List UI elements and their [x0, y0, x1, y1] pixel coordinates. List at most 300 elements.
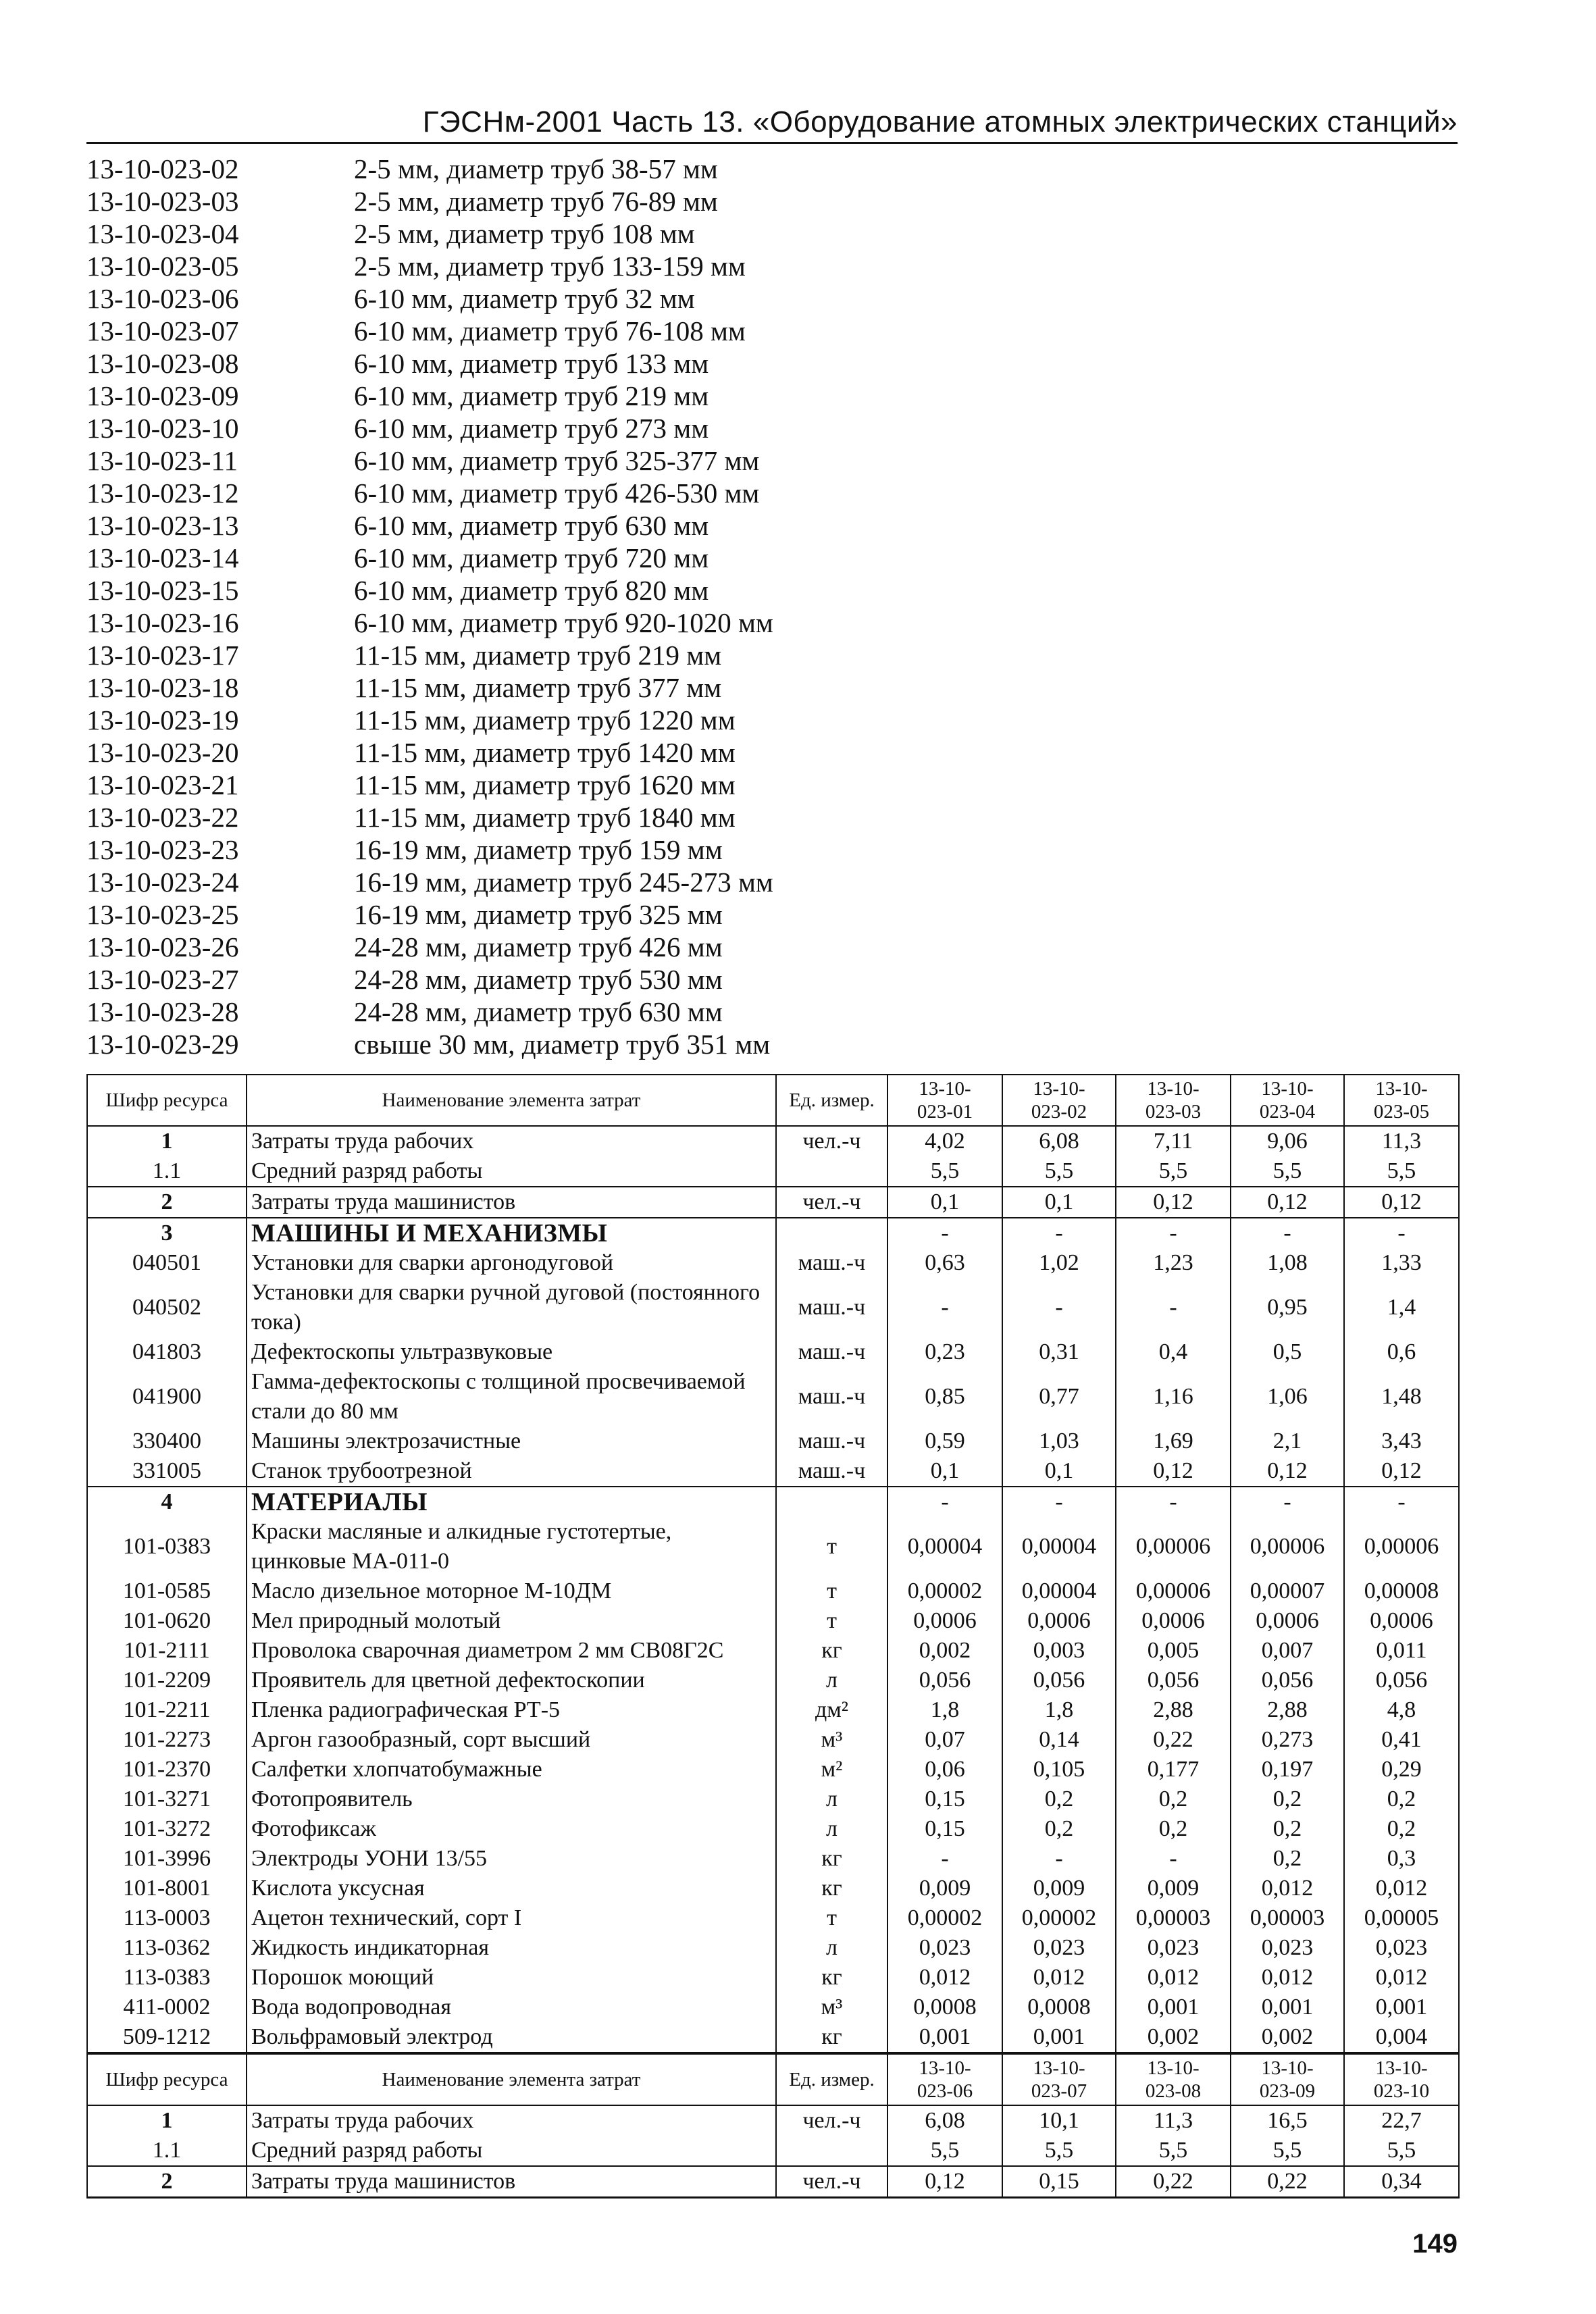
resource-code: 101-3996 — [87, 1844, 247, 1874]
col-header-name: Наименование элемента затрат — [247, 2054, 776, 2105]
resource-value: 0,00004 — [1002, 1576, 1116, 1606]
resource-value: 0,00002 — [887, 1576, 1002, 1606]
resource-value: 9,06 — [1231, 1126, 1344, 1156]
rate-code: 13-10-023-07 — [86, 315, 239, 346]
resource-value: 0,0006 — [1002, 1606, 1116, 1636]
rate-description: свыше 30 мм, диаметр труб 351 мм — [354, 1029, 771, 1060]
resource-table-1 — [86, 1074, 1460, 2054]
resource-unit — [776, 2136, 887, 2166]
resource-value: 2,88 — [1116, 1695, 1231, 1725]
resource-value: 0,0006 — [887, 1606, 1002, 1636]
code-list-item — [86, 898, 964, 931]
resource-value: 0,06 — [887, 1755, 1002, 1784]
col-header-rate-line: 13-10- — [919, 2057, 971, 2079]
resource-value: 0,2 — [1344, 1784, 1459, 1814]
resource-value: 0,12 — [1344, 1187, 1459, 1218]
resource-value: - — [1002, 1278, 1116, 1337]
resource-value: 0,34 — [1344, 2166, 1459, 2198]
resource-value: 0,056 — [1002, 1666, 1116, 1695]
code-list-item — [86, 315, 964, 347]
rate-description: 6-10 мм, диаметр труб 920-1020 мм — [354, 607, 773, 638]
col-header-unit: Ед. измер. — [776, 1075, 887, 1126]
col-header-code: Шифр ресурса — [87, 1075, 247, 1126]
rate-description: 6-10 мм, диаметр труб 273 мм — [354, 413, 709, 444]
resource-unit: кг — [776, 1874, 887, 1903]
rate-code: 13-10-023-13 — [86, 510, 239, 541]
resource-value: 0,273 — [1231, 1725, 1344, 1755]
rate-description: 11-15 мм, диаметр труб 1420 мм — [354, 737, 736, 768]
resource-value: 0,22 — [1116, 2166, 1231, 2198]
page-header — [86, 96, 1458, 144]
resource-value: 6,08 — [887, 2105, 1002, 2136]
resource-value: 0,056 — [1344, 1666, 1459, 1695]
resource-unit: чел.-ч — [776, 1126, 887, 1156]
table-row — [87, 2136, 1459, 2166]
rate-code: 13-10-023-29 — [86, 1029, 239, 1060]
code-list-item — [86, 412, 964, 444]
col-header-rate-line: 13-10- — [1147, 1078, 1200, 1100]
code-list-item — [86, 509, 964, 542]
resource-value: 5,5 — [1344, 2136, 1459, 2166]
code-list-item — [86, 153, 964, 185]
resource-value: 0,004 — [1344, 2022, 1459, 2053]
resource-value: 11,3 — [1116, 2105, 1231, 2136]
resource-code: 1.1 — [87, 1156, 247, 1187]
col-header-rate-line: 13-10- — [1375, 1078, 1428, 1100]
resource-value: 0,002 — [1231, 2022, 1344, 2053]
code-list-item — [86, 380, 964, 412]
rate-code: 13-10-023-08 — [86, 348, 239, 379]
resource-value: 3,43 — [1344, 1426, 1459, 1456]
resource-code: 1.1 — [87, 2136, 247, 2166]
rate-code: 13-10-023-14 — [86, 542, 239, 573]
resource-value: 0,12 — [1116, 1187, 1231, 1218]
col-header-rate — [1002, 1075, 1116, 1126]
resource-name: Аргон газообразный, сорт высший — [247, 1725, 776, 1755]
rate-description: 6-10 мм, диаметр труб 720 мм — [354, 542, 709, 573]
resource-code: 101-2370 — [87, 1755, 247, 1784]
table-row — [87, 1784, 1459, 1814]
resource-name: Жидкость индикаторная — [247, 1933, 776, 1963]
rate-description: 6-10 мм, диаметр труб 630 мм — [354, 510, 709, 541]
table-row — [87, 1487, 1459, 1517]
resource-value: 0,77 — [1002, 1367, 1116, 1426]
table-row — [87, 2022, 1459, 2053]
code-list-item — [86, 769, 964, 801]
code-list-item — [86, 217, 964, 250]
resource-value: - — [1002, 1487, 1116, 1517]
table-row — [87, 1606, 1459, 1636]
resource-code: 101-8001 — [87, 1874, 247, 1903]
rate-description: 2-5 мм, диаметр труб 133-159 мм — [354, 251, 746, 282]
resource-code: 113-0003 — [87, 1903, 247, 1933]
col-header-rate-line: 023-02 — [1031, 1101, 1087, 1123]
resource-name: Затраты труда машинистов — [247, 2166, 776, 2198]
resource-value: 0,012 — [1002, 1963, 1116, 1992]
resource-value: 0,15 — [1002, 2166, 1116, 2198]
col-header-rate — [1344, 2054, 1459, 2105]
resource-value: 5,5 — [1002, 2136, 1116, 2166]
col-header-unit: Ед. измер. — [776, 2054, 887, 2105]
resource-value: 0,005 — [1116, 1636, 1231, 1666]
resource-value: 0,2 — [1116, 1784, 1231, 1814]
rate-code: 13-10-023-15 — [86, 575, 239, 606]
resource-value: 0,001 — [1231, 1992, 1344, 2022]
resource-value: - — [1116, 1278, 1231, 1337]
resource-code: 1 — [87, 2105, 247, 2136]
resource-value: 0,012 — [1231, 1874, 1344, 1903]
resource-code: 101-2209 — [87, 1666, 247, 1695]
rate-code: 13-10-023-22 — [86, 802, 239, 833]
code-list-item — [86, 282, 964, 315]
resource-name: Затраты труда машинистов — [247, 1187, 776, 1218]
resource-value: 0,1 — [887, 1187, 1002, 1218]
table-row — [87, 1187, 1459, 1218]
resource-code: 411-0002 — [87, 1992, 247, 2022]
rate-code: 13-10-023-17 — [86, 640, 239, 671]
resource-value: 0,12 — [1116, 1456, 1231, 1487]
code-list-item — [86, 736, 964, 769]
resource-value: 0,15 — [887, 1814, 1002, 1844]
resource-value: 0,12 — [1344, 1456, 1459, 1487]
code-list-item — [86, 185, 964, 217]
resource-value: - — [887, 1487, 1002, 1517]
resource-value: 1,06 — [1231, 1367, 1344, 1426]
resource-value: 1,48 — [1344, 1367, 1459, 1426]
resource-code: 101-0620 — [87, 1606, 247, 1636]
resource-unit: чел.-ч — [776, 2105, 887, 2136]
resource-value: 1,08 — [1231, 1248, 1344, 1278]
col-header-rate — [1116, 2054, 1231, 2105]
resource-unit: чел.-ч — [776, 1187, 887, 1218]
table-row — [87, 1426, 1459, 1456]
resource-code: 101-2111 — [87, 1636, 247, 1666]
code-list-item — [86, 250, 964, 282]
rate-description: 2-5 мм, диаметр труб 76-89 мм — [354, 186, 718, 217]
col-header-rate — [887, 2054, 1002, 2105]
resource-value: 4,02 — [887, 1126, 1002, 1156]
table-header-row — [87, 1075, 1459, 1126]
resource-code: 101-0585 — [87, 1576, 247, 1606]
rate-code: 13-10-023-10 — [86, 413, 239, 444]
resource-value: 0,012 — [1344, 1963, 1459, 1992]
rate-code: 13-10-023-12 — [86, 478, 239, 509]
rate-code: 13-10-023-06 — [86, 283, 239, 314]
resource-value: - — [1344, 1487, 1459, 1517]
table-row — [87, 1933, 1459, 1963]
table-row — [87, 1992, 1459, 2022]
resource-value: 5,5 — [1002, 1156, 1116, 1187]
resource-unit — [776, 1156, 887, 1187]
resource-value: - — [1231, 1487, 1344, 1517]
rate-code: 13-10-023-21 — [86, 769, 239, 800]
resource-unit: л — [776, 1933, 887, 1963]
resource-name: Электроды УОНИ 13/55 — [247, 1844, 776, 1874]
resource-value: 5,5 — [1231, 1156, 1344, 1187]
resource-value: 0,105 — [1002, 1755, 1116, 1784]
resource-unit — [776, 1218, 887, 1248]
resource-value: 0,31 — [1002, 1337, 1116, 1367]
col-header-rate — [1231, 2054, 1344, 2105]
col-header-rate — [1002, 2054, 1116, 2105]
resource-unit: т — [776, 1903, 887, 1933]
resource-value: 0,15 — [887, 1784, 1002, 1814]
col-header-rate-line: 023-07 — [1031, 2080, 1087, 2102]
resource-value: 1,4 — [1344, 1278, 1459, 1337]
resource-value: - — [1344, 1218, 1459, 1248]
resource-value: 0,00005 — [1344, 1903, 1459, 1933]
rate-description: 24-28 мм, диаметр труб 530 мм — [354, 964, 723, 995]
resource-unit: т — [776, 1606, 887, 1636]
resource-name: Краски масляные и алкидные густотертые, цинковые МА-011-0 — [247, 1517, 776, 1576]
resource-value: 0,63 — [887, 1248, 1002, 1278]
rate-description: 6-10 мм, диаметр труб 76-108 мм — [354, 315, 746, 346]
resource-value: 0,1 — [1002, 1187, 1116, 1218]
resource-value: 0,3 — [1344, 1844, 1459, 1874]
resource-value: 0,6 — [1344, 1337, 1459, 1367]
resource-value: 0,011 — [1344, 1636, 1459, 1666]
resource-unit: дм² — [776, 1695, 887, 1725]
resource-code: 101-0383 — [87, 1517, 247, 1576]
col-header-rate-line: 023-10 — [1373, 2080, 1430, 2102]
code-list-item — [86, 833, 964, 866]
resource-value: 0,0006 — [1116, 1606, 1231, 1636]
resource-value: - — [1002, 1218, 1116, 1248]
col-header-rate-line: 13-10- — [1261, 2057, 1314, 2079]
resource-value: - — [1231, 1218, 1344, 1248]
resource-unit: кг — [776, 1963, 887, 1992]
rate-description: 6-10 мм, диаметр труб 32 мм — [354, 283, 695, 314]
resource-value: 0,22 — [1231, 2166, 1344, 2198]
resource-name: МАТЕРИАЛЫ — [247, 1487, 776, 1517]
col-header-rate-line: 13-10- — [1147, 2057, 1200, 2079]
resource-unit: маш.-ч — [776, 1278, 887, 1337]
table-row — [87, 1695, 1459, 1725]
resource-value: - — [887, 1844, 1002, 1874]
resource-value: 5,5 — [1231, 2136, 1344, 2166]
resource-value: - — [1116, 1844, 1231, 1874]
col-header-rate — [1231, 1075, 1344, 1126]
resource-value: 1,8 — [887, 1695, 1002, 1725]
resource-value: 0,001 — [887, 2022, 1002, 2053]
rate-description: 2-5 мм, диаметр труб 108 мм — [354, 218, 695, 249]
rate-code: 13-10-023-05 — [86, 251, 239, 282]
rate-code: 13-10-023-16 — [86, 607, 239, 638]
resource-value: 0,002 — [1116, 2022, 1231, 2053]
resource-name: Фотопроявитель — [247, 1784, 776, 1814]
resource-name: Установки для сварки аргонодуговой — [247, 1248, 776, 1278]
resource-name: Проволока сварочная диаметром 2 мм СВ08Г2С — [247, 1636, 776, 1666]
resource-name: Затраты труда рабочих — [247, 1126, 776, 1156]
rate-description: 24-28 мм, диаметр труб 426 мм — [354, 931, 723, 962]
rate-description: 2-5 мм, диаметр труб 38-57 мм — [354, 153, 718, 184]
resource-value: 5,5 — [1116, 1156, 1231, 1187]
table-row — [87, 1278, 1459, 1337]
resource-value: 2,88 — [1231, 1695, 1344, 1725]
resource-value: 0,1 — [887, 1456, 1002, 1487]
table-row — [87, 1725, 1459, 1755]
code-list-item — [86, 607, 964, 639]
resource-value: 0,00006 — [1344, 1517, 1459, 1576]
col-header-rate — [887, 1075, 1002, 1126]
resource-value: 10,1 — [1002, 2105, 1116, 2136]
resource-value: - — [1116, 1218, 1231, 1248]
table-row — [87, 1755, 1459, 1784]
rate-code: 13-10-023-25 — [86, 899, 239, 930]
resource-value: - — [887, 1218, 1002, 1248]
resource-value: 0,00006 — [1116, 1517, 1231, 1576]
rate-description: 24-28 мм, диаметр труб 630 мм — [354, 996, 723, 1027]
resource-value: 0,1 — [1002, 1456, 1116, 1487]
resource-value: 0,197 — [1231, 1755, 1344, 1784]
resource-code: 1 — [87, 1126, 247, 1156]
code-list-item — [86, 1028, 964, 1060]
resource-value: 0,023 — [887, 1933, 1002, 1963]
resource-name: Дефектоскопы ультразвуковые — [247, 1337, 776, 1367]
resource-unit: кг — [776, 1636, 887, 1666]
resource-name: Кислота уксусная — [247, 1874, 776, 1903]
resource-code: 101-3272 — [87, 1814, 247, 1844]
table-row — [87, 1814, 1459, 1844]
resource-value: 0,056 — [1231, 1666, 1344, 1695]
table-row — [87, 1456, 1459, 1487]
rate-code: 13-10-023-04 — [86, 218, 239, 249]
table-row — [87, 1337, 1459, 1367]
resource-value: 0,12 — [1231, 1187, 1344, 1218]
col-header-rate-line: 13-10- — [1033, 2057, 1085, 2079]
resource-value: 0,00004 — [887, 1517, 1002, 1576]
resource-name: Средний разряд работы — [247, 1156, 776, 1187]
page-header-title: ГЭСНм-2001 Часть 13. «Оборудование атомных электрических станций» — [422, 105, 1458, 138]
rate-code: 13-10-023-18 — [86, 672, 239, 703]
resource-value: 0,00006 — [1116, 1576, 1231, 1606]
rate-description: 11-15 мм, диаметр труб 219 мм — [354, 640, 722, 671]
code-list-item — [86, 574, 964, 607]
table-row — [87, 1248, 1459, 1278]
resource-unit: кг — [776, 2022, 887, 2053]
resource-code: 101-3271 — [87, 1784, 247, 1814]
table-row — [87, 2105, 1459, 2136]
col-header-rate-line: 023-06 — [917, 2080, 973, 2102]
code-list-item — [86, 639, 964, 671]
resource-value: 0,2 — [1344, 1814, 1459, 1844]
resource-code: 040502 — [87, 1278, 247, 1337]
resource-value: 0,22 — [1116, 1725, 1231, 1755]
resource-value: 22,7 — [1344, 2105, 1459, 2136]
resource-value: 0,2 — [1116, 1814, 1231, 1844]
table-row — [87, 1156, 1459, 1187]
resource-value: 0,5 — [1231, 1337, 1344, 1367]
rate-code: 13-10-023-19 — [86, 704, 239, 736]
resource-name: Салфетки хлопчатобумажные — [247, 1755, 776, 1784]
resource-value: 0,00003 — [1116, 1903, 1231, 1933]
table-row — [87, 1636, 1459, 1666]
resource-name: Затраты труда рабочих — [247, 2105, 776, 2136]
resource-unit: маш.-ч — [776, 1248, 887, 1278]
rate-description: 16-19 мм, диаметр труб 159 мм — [354, 834, 723, 865]
table-row — [87, 1218, 1459, 1248]
rate-description: 11-15 мм, диаметр труб 377 мм — [354, 672, 722, 703]
resource-unit: т — [776, 1576, 887, 1606]
resource-unit: л — [776, 1814, 887, 1844]
resource-value: 0,00002 — [887, 1903, 1002, 1933]
resource-value: 0,41 — [1344, 1725, 1459, 1755]
resource-value: 7,11 — [1116, 1126, 1231, 1156]
resource-value: 1,16 — [1116, 1367, 1231, 1426]
resource-name: Гамма-дефектоскопы с толщиной просвечиваемой стали до 80 мм — [247, 1367, 776, 1426]
resource-value: 1,8 — [1002, 1695, 1116, 1725]
col-header-rate-line: 023-09 — [1259, 2080, 1316, 2102]
resource-unit: л — [776, 1666, 887, 1695]
col-header-rate-line: 13-10- — [1261, 1078, 1314, 1100]
rate-description: 16-19 мм, диаметр труб 325 мм — [354, 899, 723, 930]
resource-value: 0,2 — [1231, 1784, 1344, 1814]
page-number: 149 — [1412, 2229, 1458, 2259]
resource-value: 0,07 — [887, 1725, 1002, 1755]
resource-value: 0,00002 — [1002, 1903, 1116, 1933]
resource-code: 2 — [87, 1187, 247, 1218]
resource-name: Фотофиксаж — [247, 1814, 776, 1844]
rate-code: 13-10-023-28 — [86, 996, 239, 1027]
table-row — [87, 1874, 1459, 1903]
resource-value: 0,4 — [1116, 1337, 1231, 1367]
resource-code: 113-0362 — [87, 1933, 247, 1963]
code-list-item — [86, 866, 964, 898]
code-list-item — [86, 963, 964, 996]
code-list-item — [86, 931, 964, 963]
table-row — [87, 1576, 1459, 1606]
resource-name: Вода водопроводная — [247, 1992, 776, 2022]
resource-name: Станок трубоотрезной — [247, 1456, 776, 1487]
resource-value: 16,5 — [1231, 2105, 1344, 2136]
col-header-rate-line: 13-10- — [919, 1078, 971, 1100]
resource-code: 331005 — [87, 1456, 247, 1487]
resource-name: Пленка радиографическая РТ-5 — [247, 1695, 776, 1725]
resource-value: 0,0006 — [1231, 1606, 1344, 1636]
resource-code: 113-0383 — [87, 1963, 247, 1992]
resource-unit: чел.-ч — [776, 2166, 887, 2198]
rate-code: 13-10-023-27 — [86, 964, 239, 995]
resource-value: 0,007 — [1231, 1636, 1344, 1666]
col-header-rate-line: 13-10- — [1375, 2057, 1428, 2079]
resource-value: 0,85 — [887, 1367, 1002, 1426]
resource-value: 0,001 — [1002, 2022, 1116, 2053]
resource-value: 1,23 — [1116, 1248, 1231, 1278]
resource-value: 0,00004 — [1002, 1517, 1116, 1576]
resource-value: - — [1002, 1844, 1116, 1874]
col-header-name: Наименование элемента затрат — [247, 1075, 776, 1126]
resource-value: 0,2 — [1231, 1844, 1344, 1874]
rate-code: 13-10-023-24 — [86, 867, 239, 898]
resource-name: Машины электрозачистные — [247, 1426, 776, 1456]
resource-value: 0,2 — [1231, 1814, 1344, 1844]
resource-value: 1,33 — [1344, 1248, 1459, 1278]
resource-value: 0,001 — [1344, 1992, 1459, 2022]
col-header-rate-line: 023-01 — [917, 1101, 973, 1123]
resource-value: 5,5 — [887, 1156, 1002, 1187]
resource-value: 0,023 — [1116, 1933, 1231, 1963]
resource-name: Вольфрамовый электрод — [247, 2022, 776, 2053]
resource-value: 0,00007 — [1231, 1576, 1344, 1606]
rate-description: 16-19 мм, диаметр труб 245-273 мм — [354, 867, 773, 898]
resource-value: 0,0008 — [887, 1992, 1002, 2022]
resource-value: 0,177 — [1116, 1755, 1231, 1784]
resource-value: 4,8 — [1344, 1695, 1459, 1725]
table-row — [87, 1903, 1459, 1933]
resource-value: 0,95 — [1231, 1278, 1344, 1337]
resource-value: - — [887, 1278, 1002, 1337]
rate-code: 13-10-023-02 — [86, 153, 239, 184]
